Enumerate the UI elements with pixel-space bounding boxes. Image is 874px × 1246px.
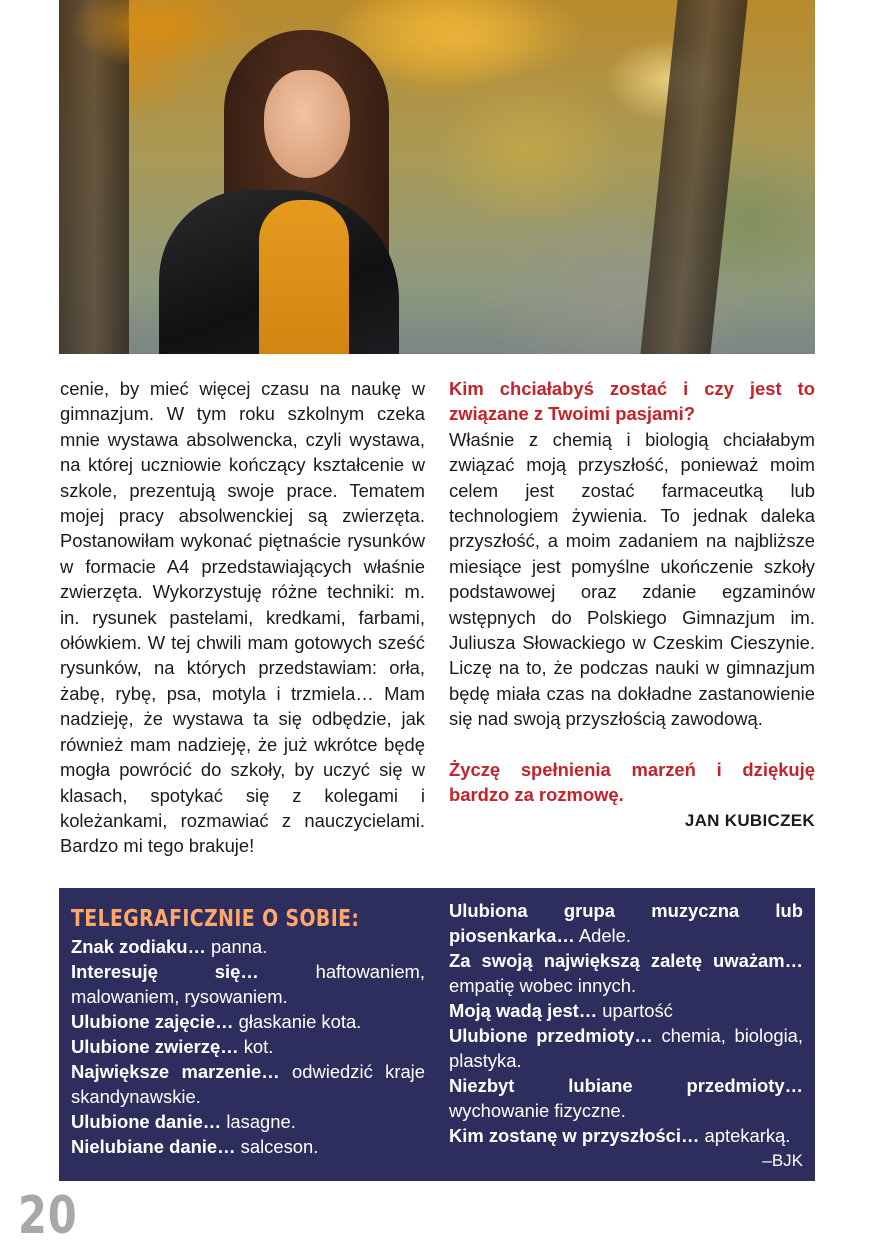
fact-item: Interesuję się… haftowaniem, malowaniem, rysowaniem. xyxy=(71,961,425,1007)
fact-item: Niezbyt lubiane przedmioty… wychowanie fizyczne. xyxy=(449,1075,803,1121)
facts-right-column xyxy=(449,898,803,1173)
box-signature: –BJK xyxy=(762,1151,803,1170)
article-body-text: cenie, by mieć więcej czasu na naukę w gimnazjum. W tym roku szkolnym czeka mnie wystawa absolwencka, czyli wystawa, na której uczniowie kończący kształcenie w szkole, prezentują swoje prace. Tematem mojej pracy absolwenckiej są zwierzęta. Postanowiłam wykonać piętnaście rysunków w formacie A4 przedstawiających właśnie zwierzęta. Wykorzystuję różne techniki: m. in. rysunek pastelami, kredkami, farbami, ołówkiem. W tej chwili mam gotowych sześć rysunków, na których przedstawiam: orła, żabę, rybę, psa, motyla i trzmiela… Mam nadzieję, że wystawa ta się odbędzie, jak również mam nadzieję, że już wkrótce będę mogła powrócić do szkoły, by uczyć się w klasach, spotykać się z kolegami i koleżankami, rozmawiać z nauczycielami. Bardzo mi tego brakuje! xyxy=(60,378,425,857)
fact-item: Nielubiane danie… salceson. xyxy=(71,1136,319,1157)
fact-item: Moją wadą jest… upartość xyxy=(449,1000,673,1021)
interview-answer: Właśnie z chemią i biologią chciałabym związać moją przyszłość, ponieważ moim celem jest zostać farmaceutką lub technologiem żywienia. To jednak daleka przyszłość, a moim zadaniem na najbliższe miesiące jest pomyślne ukończenie szkoły podstawowej oraz zdanie egzaminów wstępnych do Polskiego Gimnazjum im. Juliusza Słowackiego w Czeskim Cieszynie. Liczę na to, że podczas nauki w gimnazjum będę miała czas na dokładne zastanowienie się nad swoją przyszłością zawodową. xyxy=(449,428,815,730)
article-left-column xyxy=(60,376,425,859)
interview-question: Kim chciałabyś zostać i czy jest to związane z Twoimi pasjami? xyxy=(449,378,815,425)
facts-left-column xyxy=(71,904,425,1159)
fact-item: Za swoją największą zaletę uważam… empatię wobec innych. xyxy=(449,950,803,996)
face xyxy=(264,70,350,178)
fact-item: Ulubione danie… lasagne. xyxy=(71,1111,296,1132)
fact-item: Ulubione zwierzę… kot. xyxy=(71,1036,274,1057)
fact-item: Największe marzenie… odwiedzić kraje skandynawskie. xyxy=(71,1061,425,1107)
fact-item: Ulubione zajęcie… głaskanie kota. xyxy=(71,1011,362,1032)
article-right-column xyxy=(449,376,815,833)
fact-item: Ulubiona grupa muzyczna lub piosenkarka… Adele. xyxy=(449,900,803,946)
facts-title: TELEGRAFICZNIE O SOBIE: xyxy=(71,906,360,932)
fact-item: Kim zostanę w przyszłości… aptekarką. xyxy=(449,1125,791,1146)
page-number: 20 xyxy=(18,1186,78,1246)
tree-trunk-right xyxy=(640,0,747,354)
portrait-photo xyxy=(59,0,815,354)
yellow-sweater xyxy=(259,200,349,354)
telegraphic-facts-box xyxy=(59,888,815,1181)
fact-item: Znak zodiaku… panna. xyxy=(71,936,268,957)
author-name: JAN KUBICZEK xyxy=(684,810,815,830)
fact-item: Ulubione przedmioty… chemia, biologia, plastyka. xyxy=(449,1025,803,1071)
closing-remark: Życzę spełnienia marzeń i dziękuję bardzo za rozmowę. xyxy=(449,758,815,806)
